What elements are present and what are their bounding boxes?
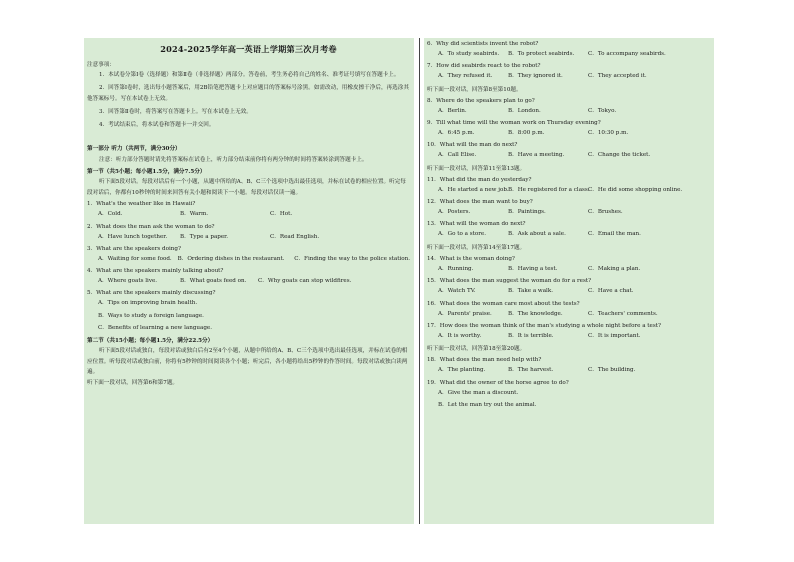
option-row — [427, 150, 710, 161]
question-block — [427, 141, 710, 161]
option-row — [427, 49, 710, 60]
option-c: C．Making a plan. — [588, 265, 641, 272]
question-text: 5．What are the speakers mainly discussing? — [87, 290, 216, 297]
option-c: C．Why goats can stop wildfires. — [258, 278, 352, 285]
question-block — [427, 97, 710, 117]
option-c: C．10:30 p.m. — [588, 130, 629, 137]
option-a: A．It is worthy. — [438, 332, 482, 339]
option-c: C．Hot. — [270, 211, 293, 218]
option-c: C．Tokyo. — [588, 107, 617, 114]
option-c: C．They accepted it. — [588, 73, 647, 80]
note-item: 1．本试卷分第Ⅰ卷（选择题）和第Ⅱ卷（非选择题）两部分。答卷前，考生务必将自己的姓名、准考证号填写在答题卡上。 — [99, 72, 400, 79]
listen-instruction: 听下面一段对话，回答第6和第7题。 — [87, 379, 179, 386]
question-block — [427, 176, 710, 196]
question-block — [427, 379, 710, 411]
option-c: C．It is important. — [588, 332, 641, 339]
option-row — [87, 209, 410, 220]
option-b: B．The knowledge. — [508, 310, 563, 317]
option-row — [427, 331, 710, 342]
listen-instruction: 听下面一段对话，回答第18至第20题。 — [427, 346, 526, 353]
listen-instruction: 听下面一段对话，回答第11至第13题。 — [427, 165, 526, 172]
question-text: 10．What will the man do next? — [427, 142, 518, 149]
page-title: 2024-2025学年高一英语上学期第三次月考卷 — [160, 44, 337, 54]
option-b: B．He registered for a class. — [508, 186, 590, 193]
option-a: A．Call Elise. — [438, 152, 477, 159]
option-row — [427, 309, 710, 320]
listen-instruction: 听下面一段对话，回答第8至第10题。 — [427, 86, 522, 93]
option-a: A．Give the man a discount. — [438, 389, 519, 396]
option-c: C．The building. — [588, 367, 636, 374]
option-a: A．Waiting for some food. — [98, 255, 172, 262]
option-b: B．It is terrible. — [508, 332, 554, 339]
option-a: A．He started a new job. — [438, 186, 509, 193]
option-c: C．Benefits of learning a new language. — [98, 325, 213, 332]
question-block — [87, 267, 410, 287]
question-text: 17．How does the woman think of the man's studying a whole night before a test? — [427, 322, 661, 329]
note-item: 3．回答第Ⅱ卷时，将答案写在答题卡上。写在本试卷上无效。 — [99, 108, 252, 115]
left-column — [84, 38, 414, 524]
option-c: C．Read English. — [270, 233, 320, 240]
section2-heading: 第二节（共15小题；每小题1.5分，满分22.5分） — [87, 337, 214, 344]
part1-heading: 第一部分 听力（共两节，满分30分） — [87, 146, 181, 153]
question-block — [427, 220, 710, 240]
question-text: 2．What does the man ask the woman to do? — [87, 223, 215, 230]
notes-heading: 注意事项： — [87, 62, 115, 68]
option-b: B．What goats feed on. — [180, 278, 247, 285]
listen-instruction: 听下面一段对话，回答第14至第17题。 — [427, 244, 526, 251]
option-row — [427, 185, 710, 196]
option-b: B．Let the man try out the animal. — [438, 402, 537, 409]
option-row — [427, 365, 710, 376]
option-b: B．Ask about a sale. — [508, 231, 566, 238]
option-a: A．Parents' praise. — [438, 310, 492, 317]
question-text: 11．What did the man do yesterday? — [427, 176, 532, 183]
question-block — [427, 356, 710, 376]
section2-intro: 听下面5段对话或独白，每段对话或独白后有2至4个小题，从题中所给的A、B、C三个选项中选出最佳选项，并标在试卷的相应位置。听每段对话或独白前，你将有5秒钟的时间阅读各个小题；听完后，各小题将给出5秒钟的作答时间。每段对话或独白读两遍。 — [87, 348, 408, 376]
option-b: B．To protect seabirds. — [508, 51, 575, 57]
option-b: B．Warm. — [180, 211, 209, 218]
question-text: 19．What did the owner of the horse agree to do? — [427, 379, 569, 386]
column-divider — [419, 38, 420, 524]
option-b: B．Ways to study a foreign language. — [98, 312, 204, 319]
option-a: A．Have lunch together. — [98, 233, 168, 240]
option-b: B．8:00 p.m. — [508, 130, 545, 137]
question-text: 3．What are the speakers doing? — [87, 245, 181, 252]
option-c: C．Have a chat. — [588, 288, 634, 295]
question-block — [427, 198, 710, 218]
option-c: C．Change the ticket. — [588, 152, 651, 159]
part1-note: 注意：听力部分答题时请先将答案标在试卷上，听力部分结束前你将有两分钟的时间将答案转涂到答题卡上。 — [99, 156, 368, 163]
question-text: 4．What are the speakers mainly talking about? — [87, 268, 224, 275]
question-block — [427, 277, 710, 297]
option-a: A．Go to a store. — [438, 231, 487, 238]
option-row — [427, 71, 710, 82]
question-block — [427, 255, 710, 275]
question-text: 16．What does the woman care most about the tests? — [427, 300, 580, 307]
option-row — [87, 232, 410, 243]
question-text: 6．Why did scientists invent the robot? — [427, 41, 539, 47]
option-row — [427, 286, 710, 297]
question-block — [427, 40, 710, 60]
question-block — [87, 245, 410, 265]
option-b: B．The harvest. — [508, 367, 554, 374]
option-a: A．They refused it. — [438, 73, 493, 80]
question-block — [427, 322, 710, 342]
question-block — [87, 223, 410, 243]
question-block — [427, 300, 710, 320]
right-column — [424, 38, 714, 524]
option-row — [427, 229, 710, 240]
note-item: 2．回答第Ⅰ卷时，选出每小题答案后，用2B铅笔把答题卡上对应题目的答案标号涂黑。如需改动，用橡皮擦干净后，再选涂其他答案标号。写在本试卷上无效。 — [87, 85, 409, 102]
option-a: A．To study seabirds. — [438, 51, 500, 57]
option-c: C．Email the man. — [588, 231, 641, 238]
question-text: 8．Where do the speakers plan to go? — [427, 97, 535, 104]
question-text: 12．What does the man want to buy? — [427, 199, 533, 206]
option-row — [87, 254, 410, 265]
option-b: B．They ignored it. — [508, 73, 563, 80]
option-a: A．Tips on improving brain health. — [98, 300, 198, 307]
question-block — [427, 62, 710, 82]
option-b: B．Ordering dishes in the restaurant. — [177, 255, 285, 262]
option-row — [427, 128, 710, 139]
option-b: B．Having a test. — [508, 265, 558, 272]
option-b: B．Have a meeting. — [508, 152, 565, 159]
question-text: 7．How did seabirds react to the robot? — [427, 63, 541, 70]
section1-heading: 第一节（共5小题；每小题1.5分，满分7.5分） — [87, 169, 206, 176]
option-a: A．Where goats live. — [98, 278, 158, 285]
question-block — [427, 119, 710, 139]
note-item: 4．考试结束后，将本试卷和答题卡一并交回。 — [99, 121, 215, 128]
option-c: C．He did some shopping online. — [588, 186, 683, 193]
option-a: A．Cold. — [98, 211, 123, 218]
option-a: A．Berlin. — [438, 107, 467, 114]
question-block — [87, 200, 410, 220]
option-a: A．6:45 p.m. — [438, 130, 475, 137]
option-c: C．To accompany seabirds. — [588, 51, 666, 57]
option-c: C．Teachers' comments. — [588, 310, 658, 317]
option-row — [427, 106, 710, 117]
question-text: 15．What does the man suggest the woman do for a rest? — [427, 278, 592, 285]
option-a: A．Posters. — [438, 209, 471, 216]
option-a: A．Watch TV. — [438, 288, 476, 295]
question-block — [87, 289, 410, 334]
question-text: 1．What's the weather like in Hawaii? — [87, 201, 196, 208]
option-b: B．Type a paper. — [180, 233, 229, 240]
question-text: 13．What will the woman do next? — [427, 221, 526, 228]
question-text: 18．What does the man need help with? — [427, 357, 542, 364]
section1-intro: 听下面5段对话。每段对话后有一个小题，从题中所给的A、B、C三个选项中选出最佳选项，并标在试卷的相应位置。听完每段对话后，你都有10秒钟的时间来回答有关小题和阅读下一小题。每段对话仅读一遍。 — [87, 179, 406, 196]
question-text: 14．What is the woman doing? — [427, 255, 515, 262]
option-a: A．The planting. — [438, 367, 486, 374]
option-b: B．Paintings. — [508, 209, 546, 216]
option-row — [427, 264, 710, 275]
option-b: B．Take a walk. — [508, 288, 554, 295]
option-c: C．Finding the way to the police station. — [294, 255, 410, 262]
question-text: 9．Till what time will the woman work on Thursday evening? — [427, 120, 601, 127]
option-a: A．Running. — [438, 265, 474, 272]
option-b: B．London. — [508, 107, 541, 114]
option-row — [427, 207, 710, 218]
option-c: C．Brushes. — [588, 209, 623, 216]
option-row — [87, 276, 410, 287]
